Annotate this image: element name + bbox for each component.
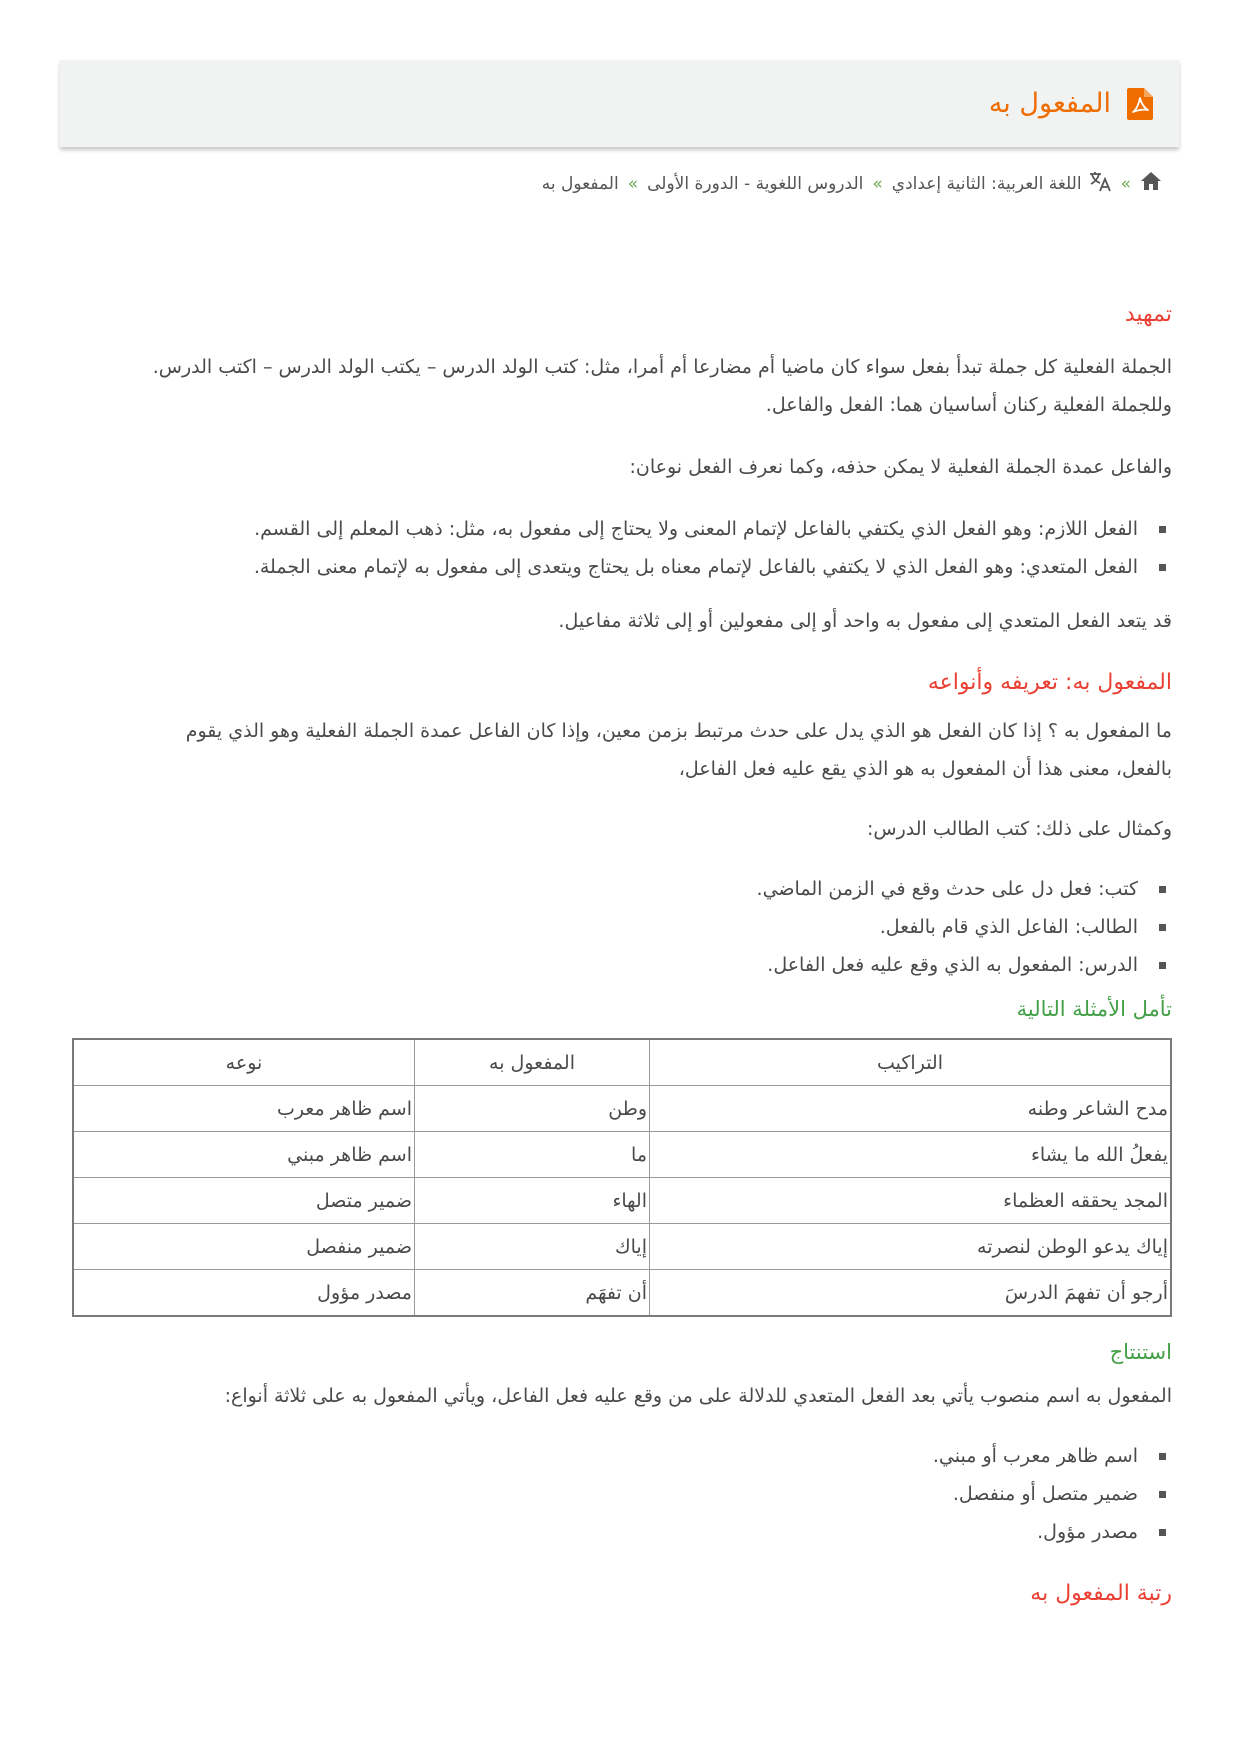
breadcrumb-item-current: المفعول به [541, 173, 619, 194]
breadcrumb [63, 170, 1182, 197]
home-icon[interactable] [1140, 171, 1162, 196]
translate-icon [1088, 170, 1112, 197]
paragraph: وللجملة الفعلية ركنان أساسيان هما: الفعل والفاعل. [765, 394, 1172, 416]
list-item: اسم ظاهر معرب أو مبني. [72, 1437, 1172, 1475]
table-cell: ما [415, 1132, 650, 1178]
list-item: الفعل المتعدي: وهو الفعل الذي لا يكتفي بالفاعل لإتمام معناه بل يحتاج ويتعدى إلى مفعول به لإتمام معنى الجملة. [72, 548, 1172, 586]
breadcrumb-item-subject[interactable]: اللغة العربية: الثانية إعدادي [891, 173, 1082, 194]
list-item: الفعل اللازم: وهو الفعل الذي يكتفي بالفاعل لإتمام المعنى ولا يحتاج إلى مفعول به، مثل: ذهب المعلم إلى القسم. [72, 510, 1172, 548]
table-row [73, 1086, 1171, 1132]
breadcrumb-separator: » [1120, 173, 1131, 194]
table-cell: إياك [415, 1224, 650, 1270]
table-cell: أن تفهَم [415, 1270, 650, 1317]
list-item: الطالب: الفاعل الذي قام بالفعل. [72, 908, 1172, 946]
table-cell: إياك يدعو الوطن لنصرته [650, 1224, 1172, 1270]
column-header: نوعه [73, 1039, 415, 1086]
paragraph: وكمثال على ذلك: كتب الطالب الدرس: [867, 818, 1172, 840]
table-header-row [73, 1039, 1171, 1086]
paragraph: والفاعل عمدة الجملة الفعلية لا يمكن حذفه، وكما نعرف الفعل نوعان: [629, 456, 1172, 478]
title-bar [60, 60, 1179, 147]
conclusion-heading: استنتاج [1109, 1340, 1172, 1364]
table-cell: مدح الشاعر وطنه [650, 1086, 1172, 1132]
column-header: المفعول به [415, 1039, 650, 1086]
list-item: كتب: فعل دل على حدث وقع في الزمن الماضي. [72, 870, 1172, 908]
breadcrumb-separator: » [627, 173, 639, 194]
table-row [73, 1132, 1171, 1178]
examples-heading: تأمل الأمثلة التالية [1016, 997, 1172, 1021]
table-cell: أرجو أن تفهمَ الدرسَ [650, 1270, 1172, 1317]
table-row [73, 1224, 1171, 1270]
section-heading-intro: تمهيد [1124, 302, 1172, 327]
list-item: مصدر مؤول. [72, 1513, 1172, 1551]
section-heading-order: رتبة المفعول به [1030, 1581, 1172, 1606]
list-item: ضمير متصل أو منفصل. [72, 1475, 1172, 1513]
breadcrumb-separator: » [872, 173, 883, 194]
verb-types-list [72, 510, 1172, 586]
paragraph: بالفعل، معنى هذا أن المفعول به هو الذي يقع عليه فعل الفاعل، [678, 758, 1172, 780]
page-title: المفعول به [988, 88, 1111, 119]
article-content [72, 296, 1172, 1613]
pdf-icon[interactable] [1125, 87, 1155, 121]
table-cell: اسم ظاهر مبني [73, 1132, 415, 1178]
table-cell: الهاء [415, 1178, 650, 1224]
examples-table [72, 1038, 1172, 1317]
table-cell: اسم ظاهر معرب [73, 1086, 415, 1132]
paragraph: المفعول به اسم منصوب يأتي بعد الفعل المتعدي للدلالة على من وقع عليه فعل الفاعل، ويأتي المفعول به على ثلاثة أنواع: [224, 1385, 1172, 1407]
paragraph: الجملة الفعلية كل جملة تبدأ بفعل سواء كان ماضيا أم مضارعا أم أمرا، مثل: كتب الولد الدرس – يكتب الولد الدرس – اكتب الدرس. [152, 356, 1172, 378]
paragraph: ما المفعول به ؟ إذا كان الفعل هو الذي يدل على حدث مرتبط بزمن معين، وإذا كان الفاعل عمدة الجملة الفعلية وهو الذي يقوم [185, 720, 1172, 742]
example-breakdown-list [72, 870, 1172, 984]
column-header: التراكيب [650, 1039, 1172, 1086]
breadcrumb-item-category[interactable]: الدروس اللغوية - الدورة الأولى [647, 173, 864, 194]
table-row [73, 1270, 1171, 1317]
table-cell: ضمير متصل [73, 1178, 415, 1224]
table-cell: يفعلُ الله ما يشاء [650, 1132, 1172, 1178]
table-cell: مصدر مؤول [73, 1270, 415, 1317]
list-item: الدرس: المفعول به الذي وقع عليه فعل الفاعل. [72, 946, 1172, 984]
object-types-list [72, 1437, 1172, 1551]
paragraph: قد يتعد الفعل المتعدي إلى مفعول به واحد أو إلى مفعولين أو إلى ثلاثة مفاعيل. [558, 610, 1172, 632]
table-cell: وطن [415, 1086, 650, 1132]
table-row [73, 1178, 1171, 1224]
section-heading-definition: المفعول به: تعريفه وأنواعه [927, 670, 1172, 695]
table-cell: المجد يحققه العظماء [650, 1178, 1172, 1224]
table-cell: ضمير منفصل [73, 1224, 415, 1270]
